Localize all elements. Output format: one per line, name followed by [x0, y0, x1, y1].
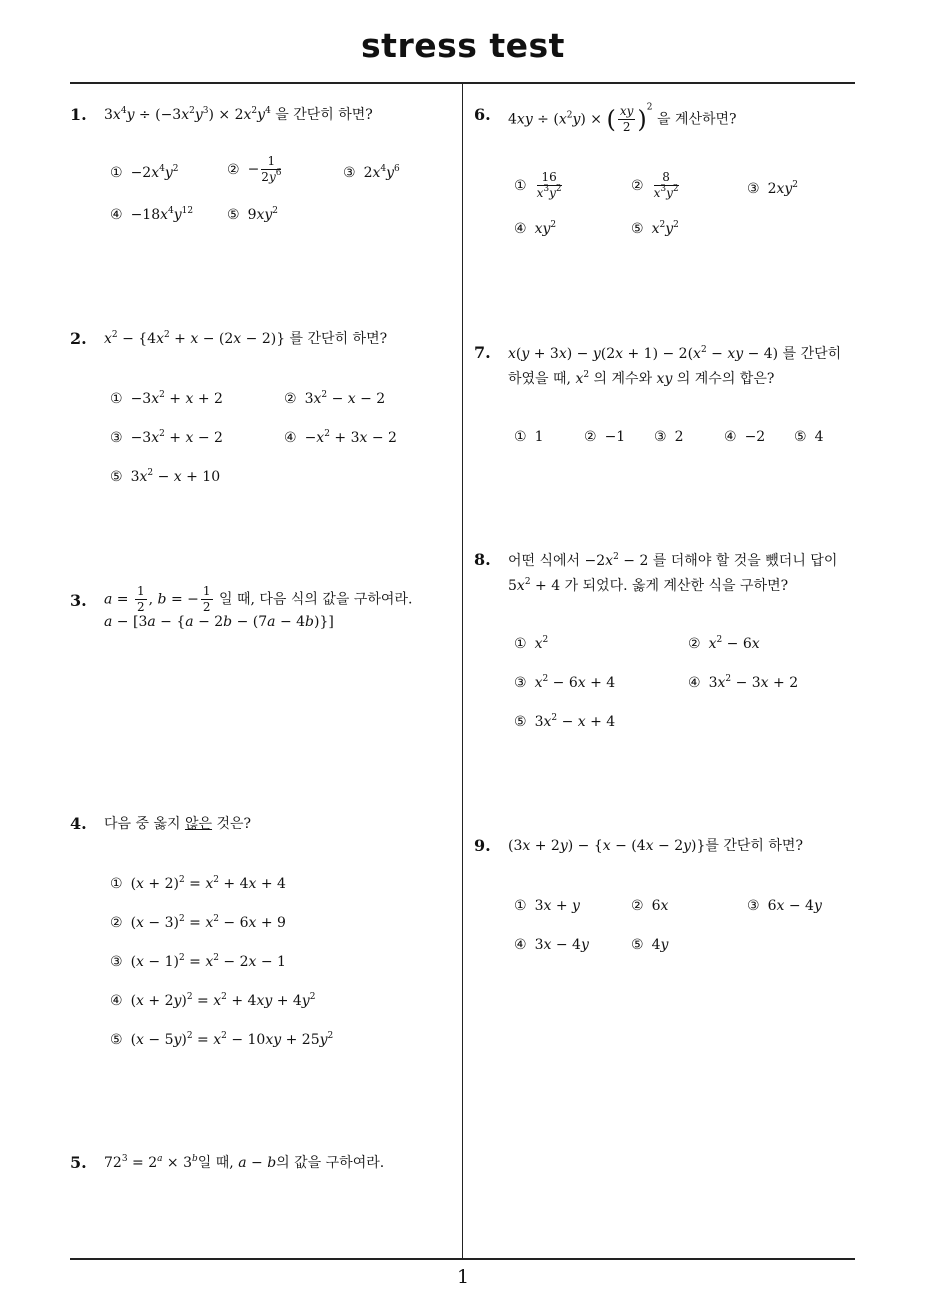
question-stem: $4xy \div (x^2y)$ × ( $\frac{xy}{2}$ )$^2$ 을 계산하면?	[508, 102, 737, 134]
question-stem: 다음 중 옳지 않은 것은?	[104, 816, 252, 832]
question-1	[70, 104, 460, 234]
choice-4[interactable]: ④ $-18x^4y^{12}$	[110, 206, 194, 223]
choice-2[interactable]: ② −1	[584, 429, 626, 445]
choice-4[interactable]: ④ $xy^2$	[514, 220, 557, 237]
question-5	[70, 1152, 460, 1182]
choice-2[interactable]: ② $\frac{8}{x^3y^2}$	[631, 170, 679, 200]
choice-4[interactable]: ④ $3x^2 - 3x + 2$	[688, 674, 799, 691]
choice-2[interactable]: ② $(x - 3)^2 = x^2 - 6x + 9$	[110, 914, 286, 931]
choice-4[interactable]: ④ −2	[724, 429, 766, 445]
choice-5[interactable]: ⑤ $x^2y^2$	[631, 220, 679, 237]
question-stem: a = $\frac{1}{2}$ , b = − $\frac{1}{2}$ 일 때, 다음 식의 값을 구하여라. a − [3a − {a − 2b − (7a − 4b)}]	[104, 584, 413, 630]
column-divider	[462, 83, 463, 1258]
question-number: 3.	[70, 591, 87, 610]
choice-5[interactable]: ⑤ 4	[794, 429, 824, 445]
choice-2[interactable]: ② − $\frac{1}{2y^6}$	[227, 154, 282, 184]
question-7	[474, 342, 859, 452]
choice-5[interactable]: ⑤ $9xy^2$	[227, 206, 279, 223]
page-number: 1	[456, 1266, 470, 1288]
choice-1[interactable]: ① 3x + y	[514, 898, 580, 914]
choice-2[interactable]: ② 6x	[631, 898, 669, 914]
choice-1[interactable]: ① $\frac{16}{x^3y^2}$	[514, 170, 562, 200]
choice-1[interactable]: ① $(x + 2)^2 = x^2 + 4x + 4$	[110, 875, 286, 892]
question-number: 2.	[70, 329, 87, 348]
choice-3[interactable]: ③ $2xy^2$	[747, 180, 799, 197]
choice-3[interactable]: ③ $(x - 1)^2 = x^2 - 2x - 1$	[110, 953, 286, 970]
question-8	[474, 549, 859, 739]
question-9	[474, 835, 859, 965]
choice-2[interactable]: ② $3x^2 - x - 2$	[284, 390, 386, 407]
question-number: 7.	[474, 343, 491, 362]
choice-1[interactable]: ① $-2x^4y^2$	[110, 164, 179, 181]
choice-3[interactable]: ③ $2x^4y^6$	[343, 164, 400, 181]
choice-3[interactable]: ③ 6x − 4y	[747, 898, 822, 914]
choice-5[interactable]: ⑤ $(x - 5y)^2 = x^2 - 10xy + 25y^2$	[110, 1031, 334, 1048]
question-stem: $3x^4y \div (-3x^2y^3) \times 2x^2y^4$ 을 간단히 하면?	[104, 106, 373, 123]
question-number: 8.	[474, 550, 491, 569]
choice-3[interactable]: ③ $x^2 - 6x + 4$	[514, 674, 616, 691]
question-4	[70, 813, 460, 1053]
choice-1[interactable]: ① $-3x^2 + x + 2$	[110, 390, 223, 407]
question-6	[474, 104, 859, 244]
choice-1[interactable]: ① 1	[514, 429, 544, 445]
choice-5[interactable]: ⑤ $3x^2 - x + 4$	[514, 713, 616, 730]
question-stem: 어떤 식에서 $-2x^2 - 2$ 를 더해야 할 것을 뺐더니 답이 $5x^2 + 4$ 가 되었다. 옳게 계산한 식을 구하면?	[508, 552, 838, 594]
choice-3[interactable]: ③ 2	[654, 429, 684, 445]
question-number: 5.	[70, 1153, 87, 1172]
choice-3[interactable]: ③ $-3x^2 + x - 2$	[110, 429, 223, 446]
choice-2[interactable]: ② $x^2 - 6x$	[688, 635, 760, 652]
question-number: 9.	[474, 836, 491, 855]
choice-5[interactable]: ⑤ 4y	[631, 937, 669, 953]
page-title: stress test	[361, 26, 565, 65]
choice-4[interactable]: ④ $-x^2 + 3x - 2$	[284, 429, 397, 446]
question-number: 1.	[70, 105, 87, 124]
choice-4[interactable]: ④ $(x + 2y)^2 = x^2 + 4xy + 4y^2$	[110, 992, 316, 1009]
bottom-rule	[70, 1258, 855, 1260]
choice-1[interactable]: ① $x^2$	[514, 635, 549, 652]
question-stem: (3x + 2y) − {x − (4x − 2y)}를 간단히 하면?	[508, 838, 803, 854]
choice-4[interactable]: ④ 3x − 4y	[514, 937, 589, 953]
question-stem: $72^3 = 2^a \times 3^b$일 때, a − b의 값을 구하여라.	[104, 1154, 385, 1171]
question-stem: $x(y + 3x) - y(2x + 1) - 2(x^2$ − xy − 4) 를 간단히 하였을 때, $x^2$ 의 계수와 xy 의 계수의 합은?	[508, 345, 842, 387]
question-number: 4.	[70, 814, 87, 833]
choice-5[interactable]: ⑤ $3x^2 - x + 10$	[110, 468, 221, 485]
question-number: 6.	[474, 105, 491, 124]
question-2	[70, 328, 460, 488]
question-3	[70, 584, 460, 650]
question-stem: $x^2 - \{4x^2 + x - (2x - 2)\}$ 를 간단히 하면?	[104, 330, 388, 347]
